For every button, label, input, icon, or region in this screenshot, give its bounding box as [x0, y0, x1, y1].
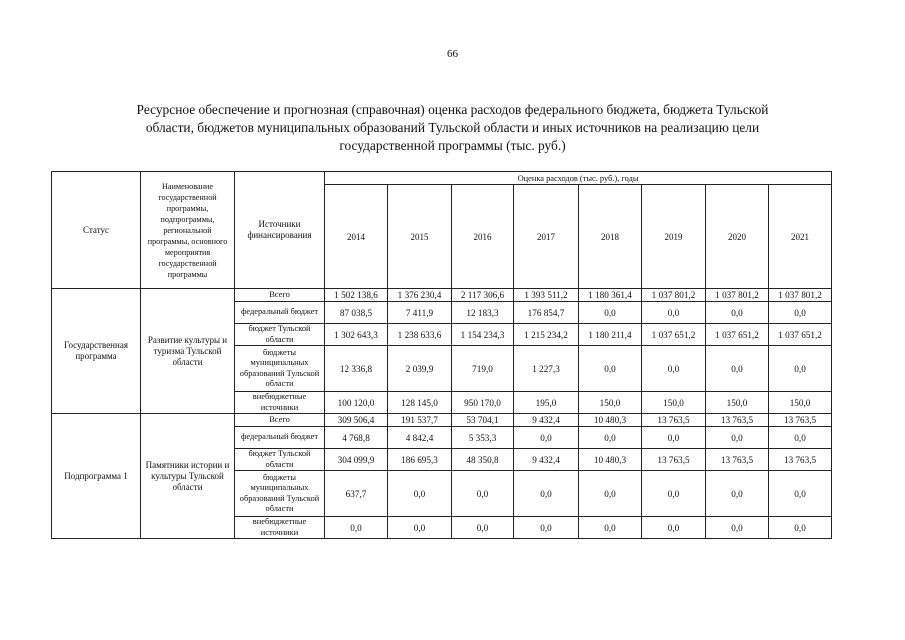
value-cell: 176 854,7 — [514, 302, 579, 324]
header-year: 2014 — [325, 185, 388, 289]
value-cell: 10 480,3 — [579, 414, 642, 427]
table-header — [52, 172, 832, 289]
value-cell: 0,0 — [769, 302, 832, 324]
funding-source-cell: внебюджетные источники — [235, 517, 325, 539]
value-cell: 87 038,5 — [325, 302, 388, 324]
value-cell: 1 227,3 — [514, 346, 579, 392]
value-cell: 12 183,3 — [452, 302, 514, 324]
value-cell: 9 432,4 — [514, 414, 579, 427]
value-cell: 13 763,5 — [642, 414, 706, 427]
value-cell: 309 506,4 — [325, 414, 388, 427]
value-cell: 128 145,0 — [388, 392, 452, 414]
value-cell: 0,0 — [642, 427, 706, 449]
funding-source-cell: бюджет Тульской области — [235, 449, 325, 471]
header-year: 2017 — [514, 185, 579, 289]
value-cell: 150,0 — [706, 392, 769, 414]
funding-source-cell: федеральный бюджет — [235, 302, 325, 324]
value-cell: 0,0 — [642, 471, 706, 517]
title-line: Ресурсное обеспечение и прогнозная (справочная) оценка расходов федерального бюджета, бюджета Тульской — [136, 102, 769, 117]
value-cell: 0,0 — [706, 346, 769, 392]
value-cell: 100 120,0 — [325, 392, 388, 414]
value-cell: 1 154 234,3 — [452, 324, 514, 346]
value-cell: 150,0 — [642, 392, 706, 414]
value-cell: 1 037 651,2 — [706, 324, 769, 346]
value-cell: 2 117 306,6 — [452, 289, 514, 302]
value-cell: 1 037 801,2 — [642, 289, 706, 302]
value-cell: 13 763,5 — [706, 414, 769, 427]
value-cell: 637,7 — [325, 471, 388, 517]
value-cell: 13 763,5 — [642, 449, 706, 471]
value-cell: 7 411,9 — [388, 302, 452, 324]
status-cell: Подпрограмма 1 — [52, 414, 141, 539]
value-cell: 5 353,3 — [452, 427, 514, 449]
value-cell: 0,0 — [388, 471, 452, 517]
value-cell: 0,0 — [706, 517, 769, 539]
value-cell: 0,0 — [514, 427, 579, 449]
value-cell: 12 336,8 — [325, 346, 388, 392]
header-year: 2015 — [388, 185, 452, 289]
header-year: 2018 — [579, 185, 642, 289]
funding-source-cell: бюджеты муниципальных образований Тульской области — [235, 346, 325, 392]
value-cell: 0,0 — [579, 427, 642, 449]
value-cell: 0,0 — [579, 471, 642, 517]
funding-source-cell: Всего — [235, 289, 325, 302]
value-cell: 1 037 801,2 — [769, 289, 832, 302]
value-cell: 0,0 — [769, 517, 832, 539]
value-cell: 186 695,3 — [388, 449, 452, 471]
header-status: Статус — [52, 172, 141, 289]
title-line: государственной программы (тыс. руб.) — [339, 138, 566, 153]
title-line: области, бюджетов муниципальных образований Тульской области и иных источников на реализацию цели — [145, 120, 760, 135]
value-cell: 0,0 — [706, 427, 769, 449]
value-cell: 150,0 — [769, 392, 832, 414]
funding-source-cell: Всего — [235, 414, 325, 427]
value-cell: 13 763,5 — [706, 449, 769, 471]
funding-source-cell: бюджеты муниципальных образований Тульской области — [235, 471, 325, 517]
value-cell: 13 763,5 — [769, 449, 832, 471]
header-year: 2020 — [706, 185, 769, 289]
value-cell: 191 537,7 — [388, 414, 452, 427]
value-cell: 0,0 — [769, 471, 832, 517]
funding-source-cell: бюджет Тульской области — [235, 324, 325, 346]
value-cell: 0,0 — [579, 302, 642, 324]
value-cell: 0,0 — [769, 427, 832, 449]
value-cell: 1 037 801,2 — [706, 289, 769, 302]
value-cell: 9 432,4 — [514, 449, 579, 471]
value-cell: 719,0 — [452, 346, 514, 392]
program-name-cell: Развитие культуры и туризма Тульской области — [141, 289, 235, 414]
value-cell: 0,0 — [769, 346, 832, 392]
header-name: Наименование государственной программы, подпрограммы, региональной программы, основного мероприятия государственной программы — [141, 172, 235, 289]
value-cell: 0,0 — [642, 517, 706, 539]
funding-source-cell: федеральный бюджет — [235, 427, 325, 449]
value-cell: 1 215 234,2 — [514, 324, 579, 346]
value-cell: 1 037 651,2 — [642, 324, 706, 346]
value-cell: 150,0 — [579, 392, 642, 414]
value-cell: 950 170,0 — [452, 392, 514, 414]
value-cell: 1 180 211,4 — [579, 324, 642, 346]
value-cell: 1 502 138,6 — [325, 289, 388, 302]
value-cell: 1 393 511,2 — [514, 289, 579, 302]
value-cell: 0,0 — [325, 517, 388, 539]
value-cell: 1 302 643,3 — [325, 324, 388, 346]
status-cell: Государственная программа — [52, 289, 141, 414]
value-cell: 13 763,5 — [769, 414, 832, 427]
program-name-cell: Памятники истории и культуры Тульской области — [141, 414, 235, 539]
funding-source-cell: внебюджетные источники — [235, 392, 325, 414]
table-row — [52, 414, 832, 427]
budget-table — [51, 171, 832, 539]
value-cell: 1 376 230,4 — [388, 289, 452, 302]
value-cell: 0,0 — [452, 471, 514, 517]
value-cell: 1 238 633,6 — [388, 324, 452, 346]
value-cell: 195,0 — [514, 392, 579, 414]
value-cell: 0,0 — [514, 517, 579, 539]
value-cell: 10 480,3 — [579, 449, 642, 471]
value-cell: 2 039,9 — [388, 346, 452, 392]
value-cell: 53 704,1 — [452, 414, 514, 427]
value-cell: 1 037 651,2 — [769, 324, 832, 346]
value-cell: 0,0 — [706, 471, 769, 517]
header-year: 2016 — [452, 185, 514, 289]
value-cell: 48 350,8 — [452, 449, 514, 471]
value-cell: 0,0 — [514, 471, 579, 517]
value-cell: 0,0 — [388, 517, 452, 539]
value-cell: 0,0 — [579, 517, 642, 539]
value-cell: 0,0 — [452, 517, 514, 539]
value-cell: 0,0 — [642, 302, 706, 324]
header-year: 2019 — [642, 185, 706, 289]
page-number: 66 — [447, 48, 458, 60]
header-sources: Источники финансирования — [235, 172, 325, 289]
table-body — [52, 289, 832, 539]
value-cell: 0,0 — [579, 346, 642, 392]
header-year: 2021 — [769, 185, 832, 289]
table-row — [52, 289, 832, 302]
value-cell: 4 842,4 — [388, 427, 452, 449]
header-expenses-group: Оценка расходов (тыс. руб.), годы — [325, 172, 832, 185]
value-cell: 1 180 361,4 — [579, 289, 642, 302]
value-cell: 0,0 — [642, 346, 706, 392]
document-title — [95, 101, 810, 155]
value-cell: 4 768,8 — [325, 427, 388, 449]
value-cell: 304 099,9 — [325, 449, 388, 471]
value-cell: 0,0 — [706, 302, 769, 324]
